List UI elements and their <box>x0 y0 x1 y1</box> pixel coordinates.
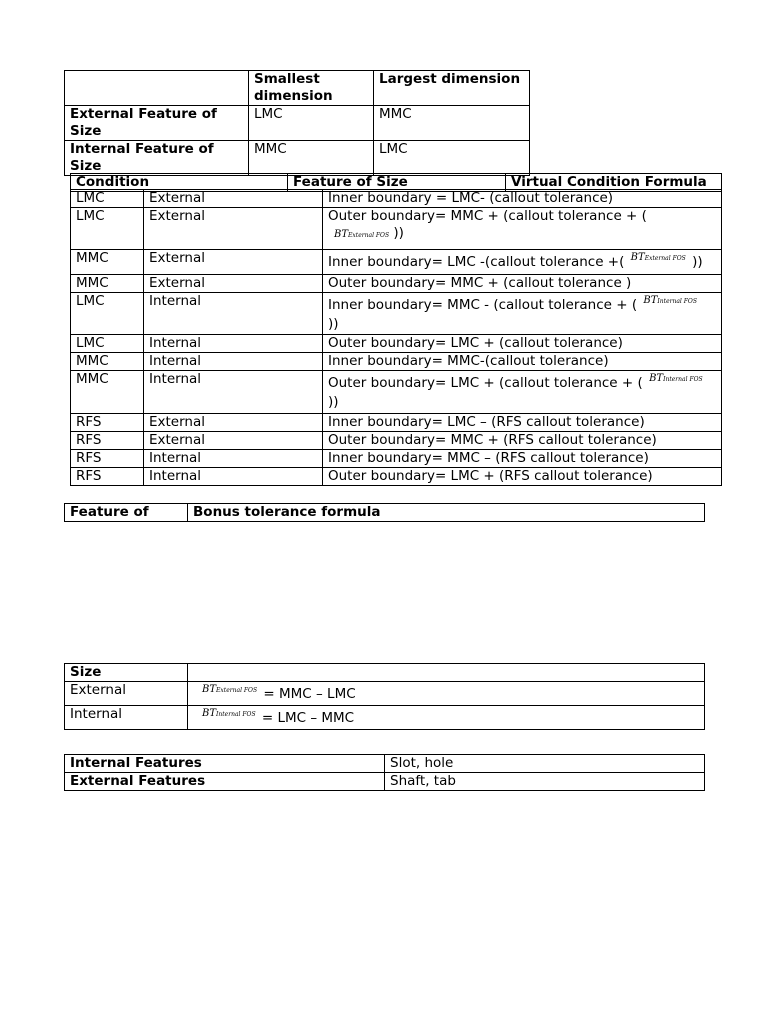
table-row <box>71 293 722 335</box>
bonus-tolerance-symbol <box>328 225 389 241</box>
table-cell: Shaft, tab <box>385 773 705 791</box>
table-row <box>71 371 722 414</box>
formula-cell <box>323 293 722 335</box>
bonus-tolerance-header-table <box>64 503 705 522</box>
table-row <box>65 755 705 773</box>
formula-text: = LMC – MMC <box>261 710 355 726</box>
bonus-tolerance-symbol <box>631 248 686 267</box>
formula-cell: Outer boundary= LMC + (callout tolerance) <box>323 335 722 353</box>
fos-cell: Internal <box>144 335 323 353</box>
table-row <box>65 773 705 791</box>
row-label: Internal <box>65 706 188 730</box>
formula-text: )) <box>328 316 339 332</box>
condition-cell: MMC <box>71 371 144 414</box>
table-row <box>71 335 722 353</box>
bt-subscript: Internal FOS <box>216 711 256 718</box>
condition-cell: LMC <box>71 335 144 353</box>
table-header-cell: Feature of <box>65 504 188 522</box>
feature-examples-table <box>64 754 705 791</box>
table-row <box>65 141 530 176</box>
fos-cell: External <box>144 208 323 250</box>
formula-cell: Inner boundary= MMC – (RFS callout tolerance) <box>323 450 722 468</box>
formula-text: = MMC – LMC <box>263 686 356 702</box>
formula-cell: Inner boundary= MMC-(callout tolerance) <box>323 353 722 371</box>
formula-cell: Outer boundary= LMC + (RFS callout tolerance) <box>323 468 722 486</box>
table-header-row <box>65 664 705 682</box>
bt-subscript: External FOS <box>348 232 390 239</box>
condition-cell: MMC <box>71 353 144 371</box>
table-header-cell: Smallest dimension <box>249 71 374 106</box>
formula-text: )) <box>393 225 404 241</box>
fos-cell: Internal <box>144 371 323 414</box>
bt-subscript: Internal FOS <box>657 298 697 305</box>
table-header-cell <box>188 664 705 682</box>
fos-cell: External <box>144 414 323 432</box>
bt-symbol: BT <box>643 295 658 306</box>
formula-cell: Inner boundary= LMC – (RFS callout tolerance) <box>323 414 722 432</box>
formula-text: Inner boundary= MMC - (callout tolerance + ( <box>328 297 638 313</box>
fos-cell: Internal <box>144 450 323 468</box>
bt-subscript: External FOS <box>216 687 258 694</box>
bonus-tolerance-symbol <box>202 680 257 699</box>
bt-symbol: BT <box>334 229 349 240</box>
row-label: External Feature of Size <box>65 106 249 141</box>
fos-cell: External <box>144 250 323 275</box>
table-header-cell: Size <box>65 664 188 682</box>
row-label: External <box>65 682 188 706</box>
row-label: Internal Features <box>65 755 385 773</box>
table-cell: MMC <box>374 106 530 141</box>
bt-subscript: Internal FOS <box>663 376 703 383</box>
table-row <box>71 190 722 208</box>
formula-cell <box>323 250 722 275</box>
bt-subscript: External FOS <box>644 255 686 262</box>
table-header-row <box>65 71 530 106</box>
table-row <box>71 250 722 275</box>
condition-cell: RFS <box>71 432 144 450</box>
table-cell: MMC <box>249 141 374 176</box>
table-header-cell: Feature of Size <box>288 174 506 192</box>
condition-cell: RFS <box>71 450 144 468</box>
formula-text: Outer boundary= LMC + (callout tolerance + ( <box>328 375 643 391</box>
bt-symbol: BT <box>202 684 217 695</box>
formula-cell <box>323 371 722 414</box>
formula-text: Outer boundary= MMC + (callout tolerance + ( <box>328 208 647 224</box>
fos-cell: Internal <box>144 353 323 371</box>
condition-cell: RFS <box>71 468 144 486</box>
formula-cell: Outer boundary= MMC + (RFS callout tolerance) <box>323 432 722 450</box>
bt-symbol: BT <box>630 252 645 263</box>
condition-cell: MMC <box>71 250 144 275</box>
row-label: Internal Feature of Size <box>65 141 249 176</box>
formula-text: )) <box>328 394 339 410</box>
virtual-condition-table <box>70 189 722 486</box>
table-row <box>65 706 705 730</box>
table-row <box>71 275 722 293</box>
table-header-cell: Virtual Condition Formula <box>506 174 722 192</box>
table-row <box>65 682 705 706</box>
table-cell: LMC <box>374 141 530 176</box>
fos-cell: External <box>144 275 323 293</box>
table-row <box>71 450 722 468</box>
table-header-cell <box>65 71 249 106</box>
condition-cell: LMC <box>71 190 144 208</box>
bt-symbol: BT <box>202 708 217 719</box>
bonus-tolerance-symbol <box>643 291 697 310</box>
table-header-row <box>65 504 705 522</box>
bonus-tolerance-symbol <box>649 369 703 388</box>
table-header-cell: Largest dimension <box>374 71 530 106</box>
fos-cell: External <box>144 190 323 208</box>
table-row <box>71 432 722 450</box>
formula-text: Inner boundary= LMC -(callout tolerance +( <box>328 254 625 270</box>
condition-cell: MMC <box>71 275 144 293</box>
fos-cell: External <box>144 432 323 450</box>
bonus-tolerance-table <box>64 663 705 730</box>
table-row <box>71 468 722 486</box>
table-header-cell: Bonus tolerance formula <box>188 504 705 522</box>
formula-cell: Outer boundary= MMC + (callout tolerance ) <box>323 275 722 293</box>
formula-cell <box>188 706 705 730</box>
formula-cell: Inner boundary = LMC- (callout tolerance) <box>323 190 722 208</box>
formula-cell <box>323 208 722 250</box>
fos-cell: Internal <box>144 293 323 335</box>
bt-symbol: BT <box>649 373 664 384</box>
table-row <box>71 208 722 250</box>
formula-cell <box>188 682 705 706</box>
condition-cell: RFS <box>71 414 144 432</box>
table-cell: LMC <box>249 106 374 141</box>
table-header-cell: Condition <box>71 174 288 192</box>
fos-cell: Internal <box>144 468 323 486</box>
condition-cell: LMC <box>71 293 144 335</box>
condition-cell: LMC <box>71 208 144 250</box>
fos-dimension-table <box>64 70 530 176</box>
row-label: External Features <box>65 773 385 791</box>
table-row <box>71 414 722 432</box>
table-cell: Slot, hole <box>385 755 705 773</box>
table-row <box>71 353 722 371</box>
table-row <box>65 106 530 141</box>
formula-text: )) <box>692 254 703 270</box>
bonus-tolerance-symbol <box>202 704 256 723</box>
